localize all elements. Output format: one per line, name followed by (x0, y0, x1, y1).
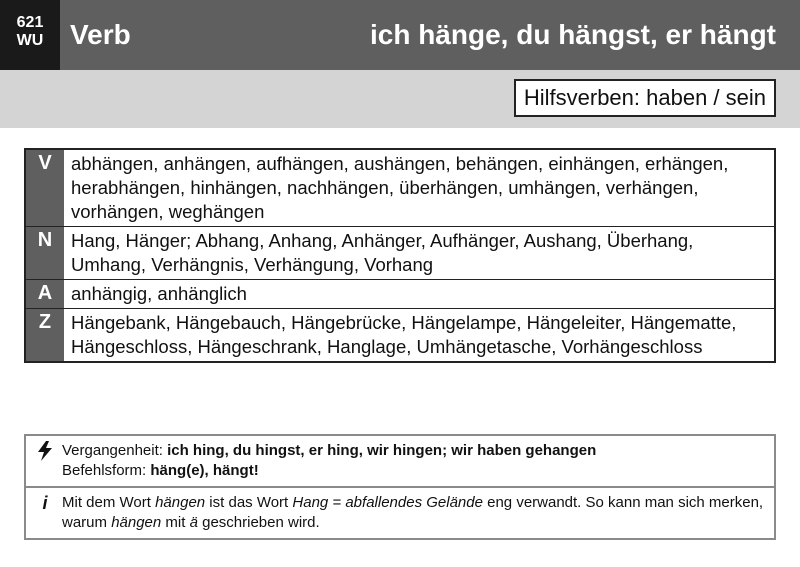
row-words: Hängebank, Hängebauch, Hängebrücke, Hängelampe, Hängeleiter, Hängematte, Hängeschloss, Hängeschrank, Hanglage, Umhängetasche, Vorhängeschloss (71, 312, 737, 357)
lightning-icon (32, 441, 58, 481)
row-words: anhängig, anhänglich (71, 283, 247, 304)
info-note (26, 486, 774, 538)
aux-band (0, 70, 800, 128)
row-letter: Z (26, 309, 64, 361)
table-row-verbs (26, 150, 774, 226)
table-row-adjectives (26, 279, 774, 308)
info-text-3: eng verwandt. So kann man sich merken, warum (62, 494, 764, 531)
table-row-compounds (26, 308, 774, 361)
entry-code: WU (16, 32, 44, 49)
info-word-2: Hang = abfallendes Gelände (292, 494, 483, 511)
info-word-4: ä (189, 514, 198, 531)
conjugation-title: ich hänge, du hängst, er hängt (369, 19, 776, 50)
info-word-3: hängen (111, 514, 162, 531)
table-row-nouns (26, 226, 774, 279)
info-text-4: mit (161, 514, 190, 531)
row-letter: V (26, 150, 64, 226)
past-forms: ich hing, du hingst, er hing, wir hingen; wir haben gehangen (167, 442, 597, 459)
past-tense-note (26, 436, 774, 486)
past-label: Vergangenheit: (62, 442, 163, 459)
header-bar (0, 0, 800, 70)
info-text-1: Mit dem Wort (62, 494, 156, 511)
info-word-1: hängen (155, 494, 206, 511)
row-words: Hang, Hänger; Abhang, Anhang, Anhänger, Aufhänger, Aushang, Überhang, Umhang, Verhängnis, Verhängung, Vorhang (71, 230, 694, 275)
info-text-2: ist das Wort (205, 494, 293, 511)
imperative-forms: häng(e), hängt! (150, 462, 259, 479)
row-letter: A (26, 280, 64, 308)
row-letter: N (26, 227, 64, 279)
word-class: Verb (70, 19, 131, 50)
entry-number: 621 (16, 14, 44, 31)
notes-box (24, 434, 776, 540)
info-text-5: geschrieben wird. (197, 514, 320, 531)
row-words: abhängen, anhängen, aufhängen, aushängen, behängen, einhängen, erhängen, herabhängen, hinhängen, nachhängen, überhängen, umhängen, verhängen, vorhängen, weghängen (71, 153, 729, 222)
word-family-table (24, 148, 776, 363)
info-icon: i (42, 493, 48, 513)
entry-badge (0, 0, 60, 70)
auxiliary-verbs-box: Hilfsverben: haben / sein (514, 79, 776, 117)
imperative-label: Befehlsform: (62, 462, 147, 479)
